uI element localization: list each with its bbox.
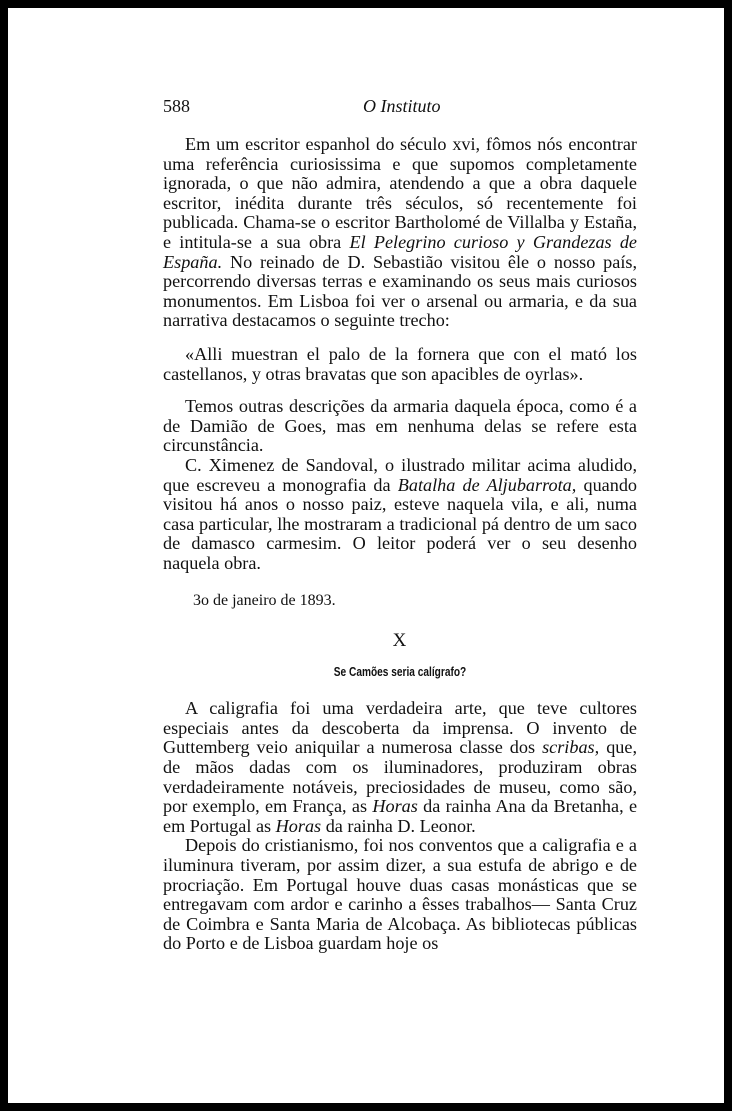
paragraph: Temos outras descrições da armaria daquela época, como é a de Damião de Goes, mas em nenhuma delas se refere esta circunstância. <box>163 396 637 456</box>
italic-term: Horas <box>372 796 418 817</box>
page-number: 588 <box>163 96 190 116</box>
page-header <box>163 96 637 120</box>
paragraph-text: Em um escritor espanhol do século xvi, fômos nós encontrar uma referência curiosissima e que supomos completamente ignorada, o que não admira, atendendo a que a obra daquele escritor, inédita durante três séculos, só recentemente foi publicada. Chama-se o escritor Bartholomé de Villalba y Estaña, e intitula-se a sua obra <box>163 134 637 252</box>
paragraph-text: da rainha Ana da Bretanha, e em Portugal as <box>163 796 638 836</box>
paragraph-text: A caligrafia foi uma verdadeira arte, que teve cultores especiais antes da descoberta da imprensa. O invento de Guttemberg veio aniquilar a numerosa classe dos <box>163 698 637 758</box>
paragraph <box>163 135 637 331</box>
section-numeral: X <box>392 630 408 652</box>
quotation: «Alli muestran el palo de la fornera que con el mató los castellanos, y otras bravatas que son apacibles de oyrlas». <box>163 343 637 384</box>
paragraph-text: da rainha D. Leonor. <box>325 815 476 836</box>
paragraph-text: quando visitou há anos o nosso paiz, esteve naquela vila, e ali, numa casa particular, lhe mostraram a tradicional pá dentro de um saco de damasco carmesim. O leitor poderá ver o seu desenho naquela obra. <box>163 474 638 573</box>
running-title: O Instituto <box>363 96 441 116</box>
paragraph-text: C. Ximenez de Sandoval, o ilustrado militar acima aludido, que escreveu a monografia da <box>163 454 637 495</box>
date-line: 3o de janeiro de 1893. <box>193 592 336 610</box>
paragraph: Depois do cristianismo, foi nos conventos que a caligrafia e a iluminura tiveram, por assim dizer, a sua estufa de abrigo e de procriação. Em Portugal houve duas casas monásticas que se entregavam com ardor e carinho a êsses trabalhos— Santa Cruz de Coimbra e Santa Maria de Alcobaça. As bibliotecas públicas do Porto e de Lisboa guardam hoje os <box>163 835 637 954</box>
paragraph <box>163 699 637 836</box>
paragraph-text: que, de mãos dadas com os iluminadores, produziram obras verdadeiramente notáveis, preciosidades de museu, como são, por exemplo, em França, as <box>163 737 637 817</box>
paragraph <box>163 456 637 574</box>
section-title: Se Camões seria calígrafo? <box>333 663 467 679</box>
paragraph-text: No reinado de D. Sebastião visitou êle o nosso país, percorrendo diversas terras e examinando os seus mais curiosos monumentos. Em Lisboa foi ver o arsenal ou armaria, e da sua narrativa destacamos o seguinte trecho: <box>163 251 637 331</box>
italic-term: scribas, <box>542 737 600 758</box>
book-title: El Pelegrino curioso y Grandezas de España. <box>163 231 638 272</box>
book-title: Batalha de Aljubarrota, <box>397 474 577 495</box>
page-body <box>163 135 637 954</box>
italic-term: Horas <box>275 815 322 836</box>
book-page <box>8 8 724 1103</box>
